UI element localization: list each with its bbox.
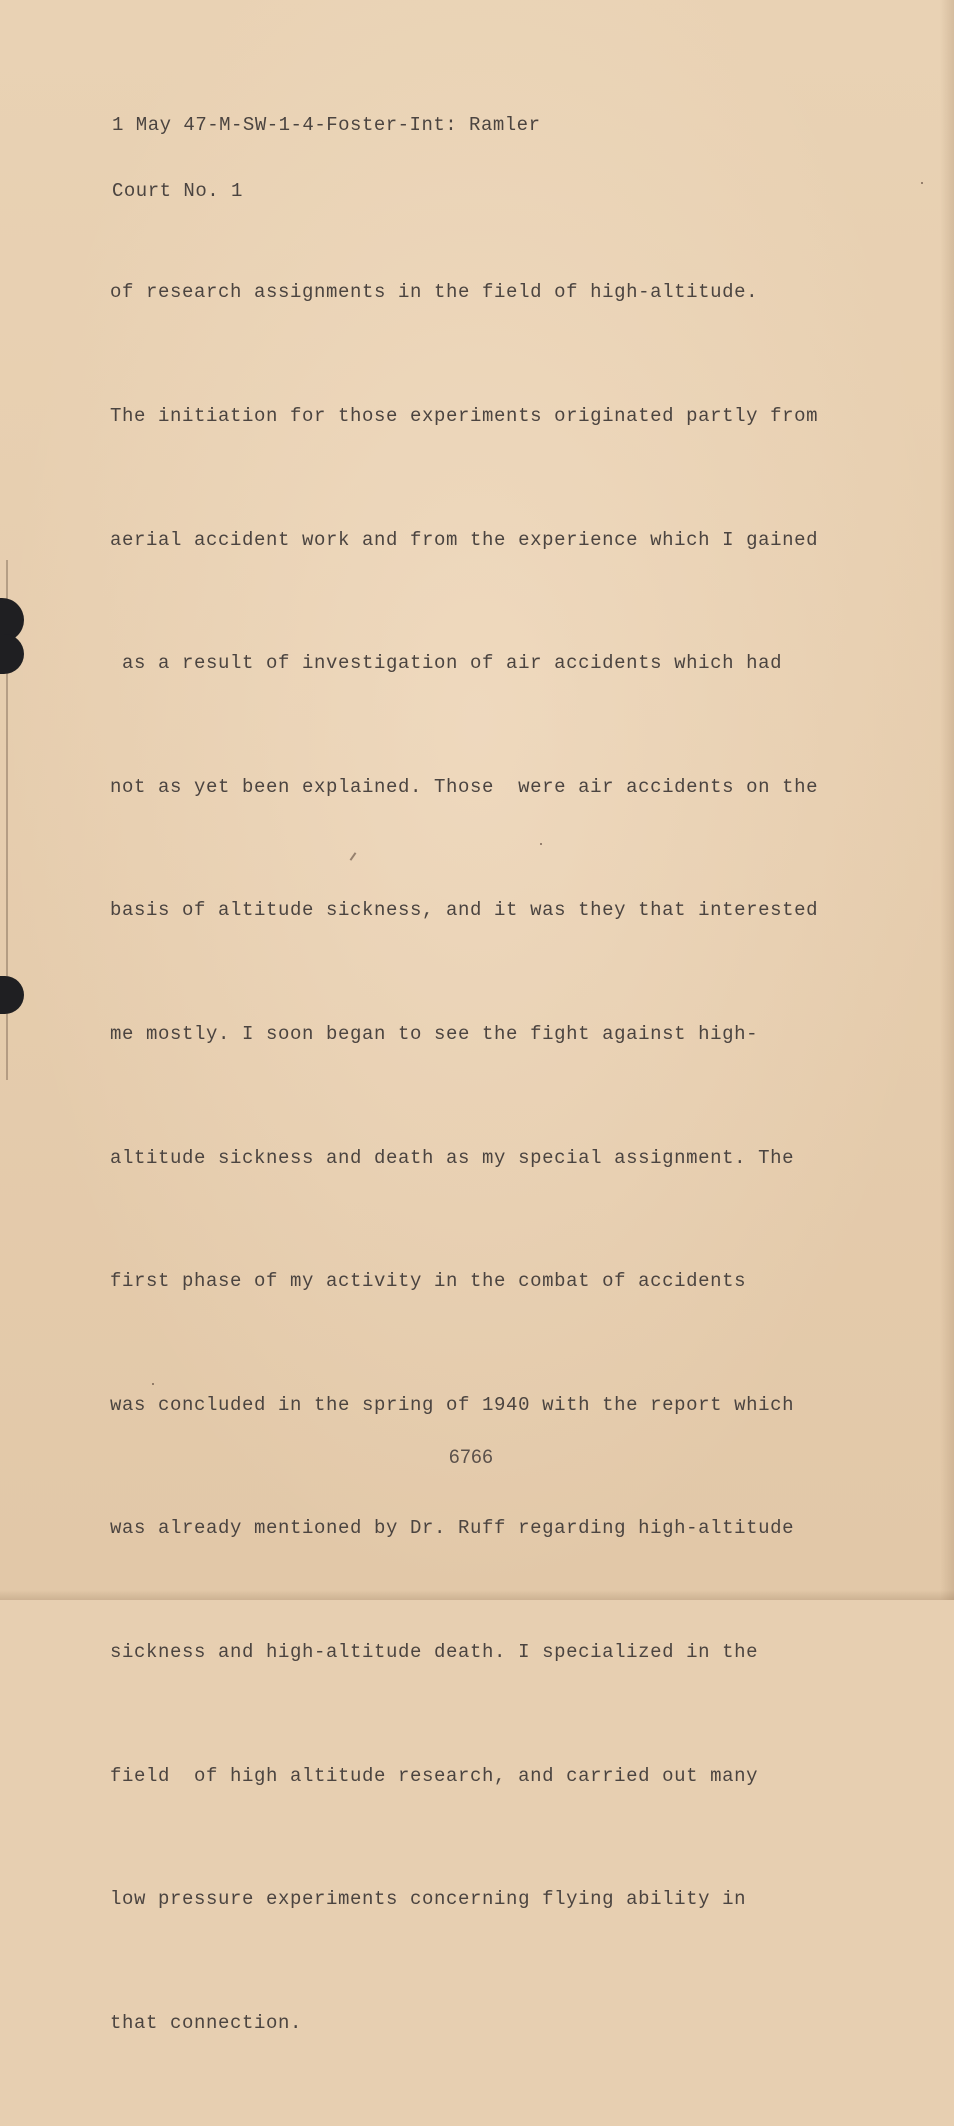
body-line: was already mentioned by Dr. Ruff regarding high-altitude bbox=[110, 1517, 795, 1540]
paper-speck bbox=[921, 182, 923, 184]
body-line: The initiation for those experiments originated partly from bbox=[110, 405, 819, 427]
body-line: basis of altitude sickness, and it was they that interested bbox=[110, 899, 819, 922]
body-line: field of high altitude research, and carried out many bbox=[110, 1764, 759, 1787]
testimony-body bbox=[110, 190, 870, 2126]
binder-hole bbox=[0, 634, 24, 674]
body-line: first phase of my activity in the combat of accidents bbox=[110, 1270, 747, 1293]
body-line: not as yet been explained. Those were air accidents on the bbox=[110, 775, 819, 798]
body-line: low pressure experiments concerning flying ability in bbox=[110, 1888, 747, 1911]
body-line: was concluded in the spring of 1940 with the report which bbox=[110, 1393, 795, 1416]
body-line: as a result of investigation of air accidents which had bbox=[110, 652, 783, 675]
header-court-number: Court No. 1 bbox=[112, 180, 243, 202]
page-number: 6766 bbox=[449, 1447, 494, 1468]
body-line: aerial accident work and from the experience which I gained bbox=[110, 528, 819, 551]
body-line: me mostly. I soon began to see the fight against high- bbox=[110, 1022, 759, 1045]
body-line: altitude sickness and death as my special assignment. The bbox=[110, 1146, 795, 1169]
page-edge-shadow-right bbox=[940, 0, 954, 1600]
body-line: of research assignments in the field of high-altitude. bbox=[110, 281, 759, 304]
binder-hole bbox=[0, 976, 24, 1014]
header-case-reference: 1 May 47-M-SW-1-4-Foster-Int: Ramler bbox=[112, 114, 541, 136]
body-line: that connection. bbox=[110, 2011, 303, 2034]
body-line: sickness and high-altitude death. I specialized in the bbox=[110, 1640, 759, 1663]
